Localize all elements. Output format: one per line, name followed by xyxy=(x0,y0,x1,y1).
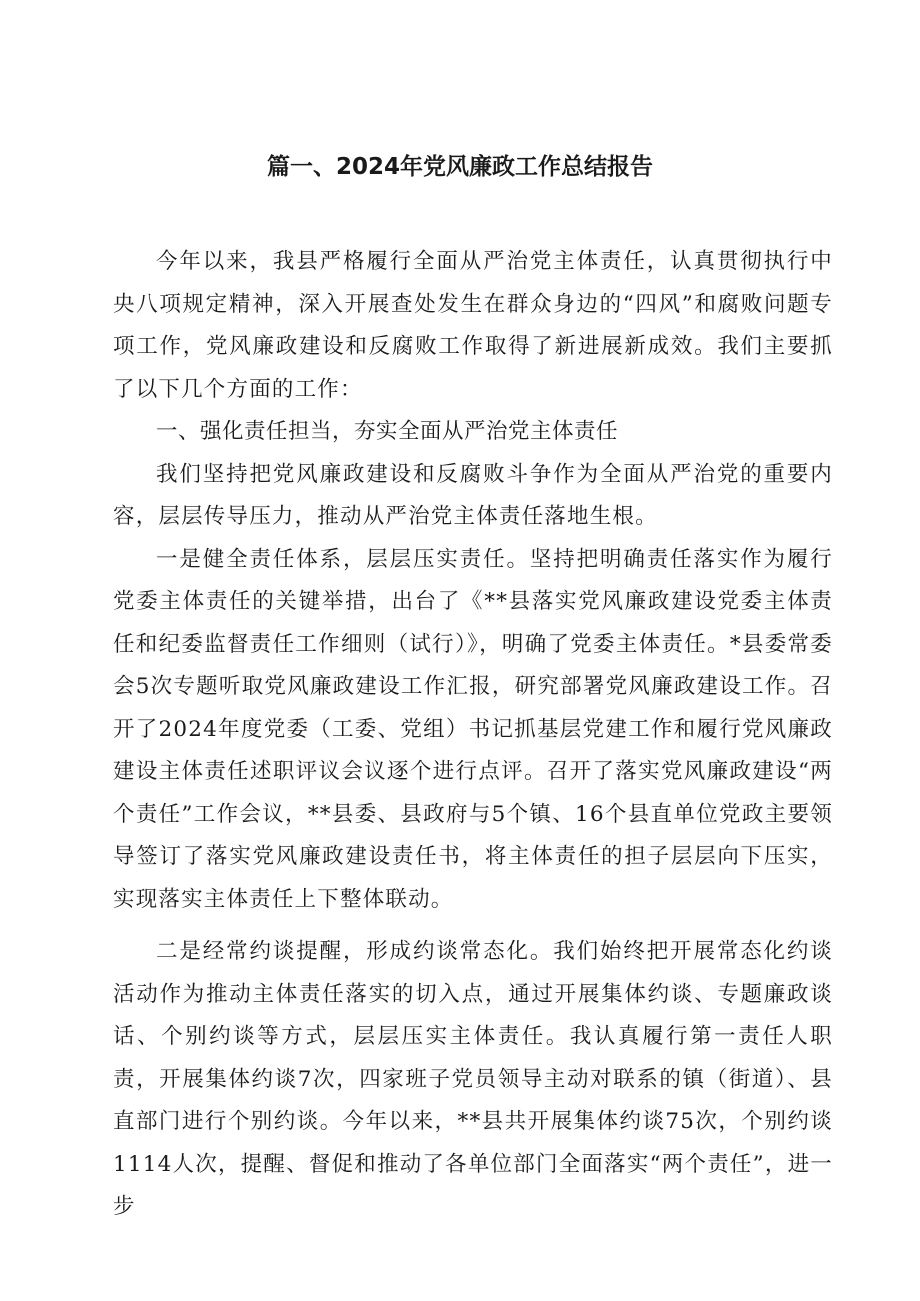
document-body xyxy=(113,241,833,1229)
point-2-paragraph: 二是经常约谈提醒，形成约谈常态化。我们始终把开展常态化约谈活动作为推动主体责任落实的切入点，通过开展集体约谈、专题廉政谈话、个别约谈等方式，层层压实主体责任。我认真履行第一责任人职责，开展集体约谈7次，四家班子党员领导主动对联系的镇（街道）、县直部门进行个别约谈。今年以来，**县共开展集体约谈75次，个别约谈1114人次，提醒、督促和推动了各单位部门全面落实“两个责任”，进一步 xyxy=(113,939,833,1219)
section-heading-1: 一、强化责任担当，夯实全面从严治党主体责任 xyxy=(156,419,619,444)
section-1-paragraph: 我们坚持把党风廉政建设和反腐败斗争作为全面从严治党的重要内容，层层传导压力，推动从严治党主体责任落地生根。 xyxy=(113,461,833,529)
point-1-paragraph: 一是健全责任体系，层层压实责任。坚持把明确责任落实作为履行党委主体责任的关键举措，出台了《**县落实党风廉政建设党委主体责任和纪委监督责任工作细则（试行）》，明确了党委主体责任。*县委常委会5次专题听取党风廉政建设工作汇报，研究部署党风廉政建设工作。召开了2024年度党委（工委、党组）书记抓基层党建工作和履行党风廉政建设主体责任述职评议会议逐个进行点评。召开了落实党风廉政建设“两个责任”工作会议，**县委、县政府与5个镇、16个县直单位党政主要领导签订了落实党风廉政建设责任书，将主体责任的担子层层向下压实，实现落实主体责任上下整体联动。 xyxy=(113,546,833,912)
intro-paragraph: 今年以来，我县严格履行全面从严治党主体责任，认真贯彻执行中央八项规定精神，深入开展查处发生在群众身边的“四风”和腐败问题专项工作，党风廉政建设和反腐败工作取得了新进展新成效。我们主要抓了以下几个方面的工作： xyxy=(113,249,833,402)
document-title: 篇一、2024年党风廉政工作总结报告 xyxy=(266,154,653,180)
paragraph-gap xyxy=(113,921,833,931)
